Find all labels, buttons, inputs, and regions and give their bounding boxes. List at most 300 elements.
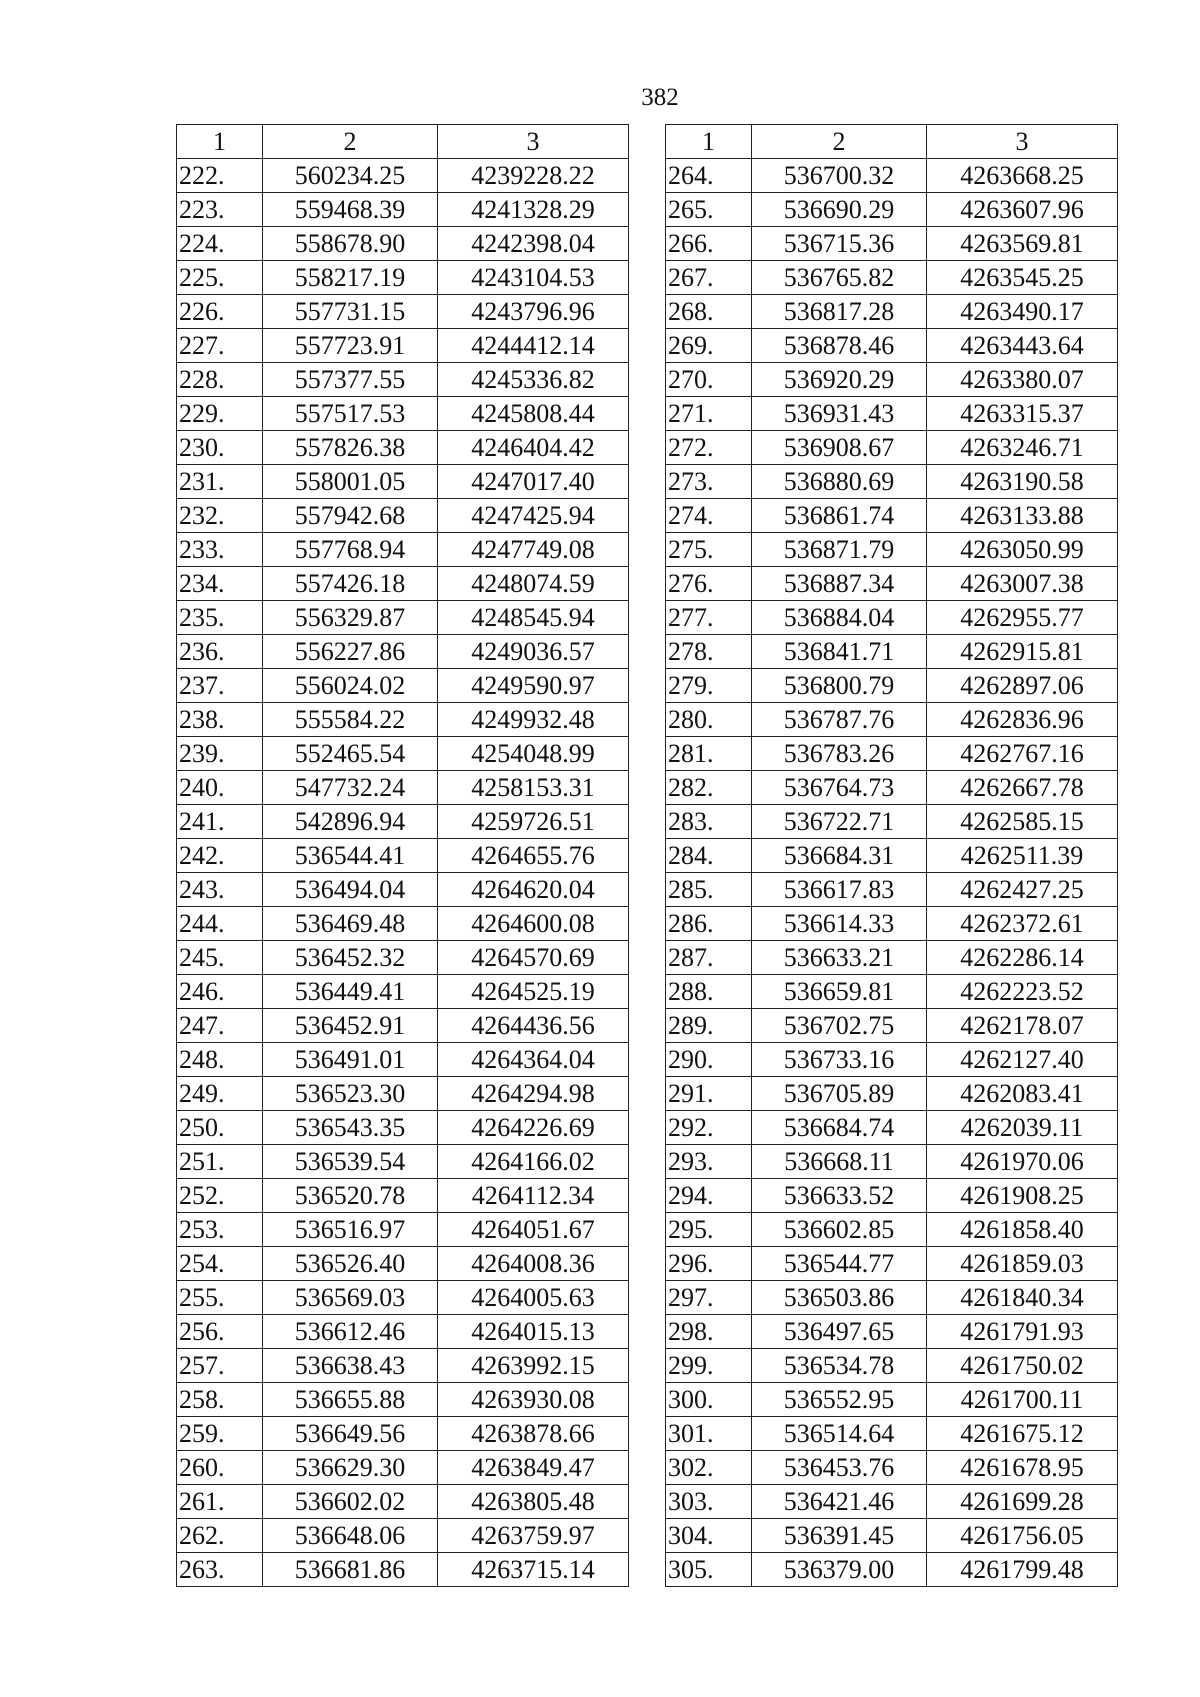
table-row: [177, 1417, 629, 1451]
coordinate-y: 4263992.15: [438, 1349, 629, 1383]
point-number: 293.: [666, 1145, 752, 1179]
table-row: [177, 1315, 629, 1349]
coordinate-y: 4262039.11: [927, 1111, 1118, 1145]
point-number: 239.: [177, 737, 263, 771]
coordinate-y: 4249036.57: [438, 635, 629, 669]
coordinate-y: 4263050.99: [927, 533, 1118, 567]
coordinate-y: 4264226.69: [438, 1111, 629, 1145]
point-number: 278.: [666, 635, 752, 669]
coordinate-x: 536787.76: [752, 703, 927, 737]
point-number: 250.: [177, 1111, 263, 1145]
coordinate-x: 557768.94: [263, 533, 438, 567]
table-row: [666, 193, 1118, 227]
coordinate-x: 536700.32: [752, 159, 927, 193]
table-row: [666, 703, 1118, 737]
point-number: 303.: [666, 1485, 752, 1519]
point-number: 261.: [177, 1485, 263, 1519]
coordinate-x: 557426.18: [263, 567, 438, 601]
coordinate-x: 536449.41: [263, 975, 438, 1009]
table-row: [666, 669, 1118, 703]
point-number: 276.: [666, 567, 752, 601]
column-header-y: 3: [927, 125, 1118, 159]
point-number: 257.: [177, 1349, 263, 1383]
coordinate-x: 536629.30: [263, 1451, 438, 1485]
coordinate-y: 4261908.25: [927, 1179, 1118, 1213]
coordinate-y: 4262897.06: [927, 669, 1118, 703]
coordinate-y: 4262427.25: [927, 873, 1118, 907]
table-row: [666, 1417, 1118, 1451]
point-number: 292.: [666, 1111, 752, 1145]
coordinate-x: 536633.52: [752, 1179, 927, 1213]
coordinate-x: 536552.95: [752, 1383, 927, 1417]
coordinate-x: 536452.32: [263, 941, 438, 975]
point-number: 286.: [666, 907, 752, 941]
table-row: [666, 465, 1118, 499]
coordinate-x: 536861.74: [752, 499, 927, 533]
coordinate-y: 4264655.76: [438, 839, 629, 873]
point-number: 224.: [177, 227, 263, 261]
table-row: [177, 907, 629, 941]
coordinate-y: 4261750.02: [927, 1349, 1118, 1383]
coordinate-x: 536516.97: [263, 1213, 438, 1247]
point-number: 301.: [666, 1417, 752, 1451]
coordinate-y: 4263715.14: [438, 1553, 629, 1587]
point-number: 295.: [666, 1213, 752, 1247]
coordinate-x: 536765.82: [752, 261, 927, 295]
coordinate-y: 4264294.98: [438, 1077, 629, 1111]
coordinate-y: 4264364.04: [438, 1043, 629, 1077]
coordinate-y: 4262372.61: [927, 907, 1118, 941]
point-number: 271.: [666, 397, 752, 431]
point-number: 227.: [177, 329, 263, 363]
coordinate-x: 557377.55: [263, 363, 438, 397]
table-row: [177, 159, 629, 193]
point-number: 266.: [666, 227, 752, 261]
table-row: [177, 567, 629, 601]
table-row: [177, 601, 629, 635]
column-header-x: 2: [263, 125, 438, 159]
point-number: 223.: [177, 193, 263, 227]
point-number: 246.: [177, 975, 263, 1009]
table-row: [666, 261, 1118, 295]
point-number: 234.: [177, 567, 263, 601]
table-row: [177, 1009, 629, 1043]
coordinates-table-left: [176, 124, 629, 1587]
coordinate-y: 4261858.40: [927, 1213, 1118, 1247]
coordinate-y: 4263315.37: [927, 397, 1118, 431]
table-row: [666, 771, 1118, 805]
coordinate-x: 558001.05: [263, 465, 438, 499]
coordinate-x: 536722.71: [752, 805, 927, 839]
table-row: [177, 1485, 629, 1519]
point-number: 228.: [177, 363, 263, 397]
point-number: 304.: [666, 1519, 752, 1553]
coordinate-y: 4246404.42: [438, 431, 629, 465]
coordinate-x: 536602.02: [263, 1485, 438, 1519]
coordinate-x: 536884.04: [752, 601, 927, 635]
point-number: 222.: [177, 159, 263, 193]
coordinate-x: 536871.79: [752, 533, 927, 567]
coordinate-x: 536681.86: [263, 1553, 438, 1587]
table-row: [666, 1247, 1118, 1281]
coordinate-x: 536520.78: [263, 1179, 438, 1213]
coordinate-y: 4264436.56: [438, 1009, 629, 1043]
point-number: 230.: [177, 431, 263, 465]
coordinate-x: 536684.31: [752, 839, 927, 873]
table-row: [666, 1043, 1118, 1077]
point-number: 296.: [666, 1247, 752, 1281]
table-row: [666, 227, 1118, 261]
coordinate-y: 4263133.88: [927, 499, 1118, 533]
table-row: [177, 363, 629, 397]
point-number: 275.: [666, 533, 752, 567]
point-number: 248.: [177, 1043, 263, 1077]
point-number: 265.: [666, 193, 752, 227]
coordinate-x: 555584.22: [263, 703, 438, 737]
column-header-index: 1: [177, 125, 263, 159]
coordinate-x: 536931.43: [752, 397, 927, 431]
point-number: 298.: [666, 1315, 752, 1349]
point-number: 290.: [666, 1043, 752, 1077]
coordinate-x: 547732.24: [263, 771, 438, 805]
coordinate-y: 4262083.41: [927, 1077, 1118, 1111]
coordinate-x: 536491.01: [263, 1043, 438, 1077]
coordinate-x: 536539.54: [263, 1145, 438, 1179]
table-row: [666, 635, 1118, 669]
point-number: 289.: [666, 1009, 752, 1043]
table-row: [666, 363, 1118, 397]
coordinate-x: 536633.21: [752, 941, 927, 975]
coordinate-y: 4239228.22: [438, 159, 629, 193]
coordinate-x: 557731.15: [263, 295, 438, 329]
coordinate-x: 536908.67: [752, 431, 927, 465]
coordinate-x: 536655.88: [263, 1383, 438, 1417]
table-row: [666, 1383, 1118, 1417]
coordinate-y: 4262511.39: [927, 839, 1118, 873]
point-number: 240.: [177, 771, 263, 805]
coordinate-y: 4263190.58: [927, 465, 1118, 499]
coordinate-y: 4263490.17: [927, 295, 1118, 329]
coordinate-y: 4264525.19: [438, 975, 629, 1009]
point-number: 231.: [177, 465, 263, 499]
column-header-index: 1: [666, 125, 752, 159]
table-row: [177, 533, 629, 567]
coordinate-x: 536920.29: [752, 363, 927, 397]
coordinate-x: 536514.64: [752, 1417, 927, 1451]
table-row: [666, 1451, 1118, 1485]
coordinate-x: 552465.54: [263, 737, 438, 771]
point-number: 256.: [177, 1315, 263, 1349]
point-number: 253.: [177, 1213, 263, 1247]
table-row: [177, 737, 629, 771]
coordinate-y: 4258153.31: [438, 771, 629, 805]
table-row: [177, 873, 629, 907]
table-row: [177, 839, 629, 873]
coordinate-y: 4263545.25: [927, 261, 1118, 295]
table-row: [177, 193, 629, 227]
table-row: [666, 1077, 1118, 1111]
coordinate-x: 536841.71: [752, 635, 927, 669]
table-row: [177, 1451, 629, 1485]
coordinate-x: 536469.48: [263, 907, 438, 941]
coordinate-y: 4242398.04: [438, 227, 629, 261]
coordinate-y: 4263805.48: [438, 1485, 629, 1519]
table-row: [666, 873, 1118, 907]
column-header-x: 2: [752, 125, 927, 159]
point-number: 242.: [177, 839, 263, 873]
coordinate-y: 4263246.71: [927, 431, 1118, 465]
table-row: [177, 329, 629, 363]
point-number: 294.: [666, 1179, 752, 1213]
coordinate-x: 536421.46: [752, 1485, 927, 1519]
coordinate-y: 4264600.08: [438, 907, 629, 941]
coordinate-x: 536702.75: [752, 1009, 927, 1043]
table-row: [666, 295, 1118, 329]
point-number: 269.: [666, 329, 752, 363]
table-row: [666, 499, 1118, 533]
table-row: [666, 907, 1118, 941]
table-row: [177, 1145, 629, 1179]
table-row: [177, 1383, 629, 1417]
point-number: 279.: [666, 669, 752, 703]
coordinate-y: 4262915.81: [927, 635, 1118, 669]
coordinate-y: 4262127.40: [927, 1043, 1118, 1077]
coordinate-y: 4263878.66: [438, 1417, 629, 1451]
point-number: 258.: [177, 1383, 263, 1417]
coordinate-x: 536526.40: [263, 1247, 438, 1281]
coordinate-y: 4261675.12: [927, 1417, 1118, 1451]
table-row: [177, 1111, 629, 1145]
coordinate-x: 536612.46: [263, 1315, 438, 1349]
point-number: 249.: [177, 1077, 263, 1111]
point-number: 299.: [666, 1349, 752, 1383]
coordinate-y: 4262836.96: [927, 703, 1118, 737]
coordinate-y: 4263607.96: [927, 193, 1118, 227]
coordinate-x: 536887.34: [752, 567, 927, 601]
table-row: [177, 1281, 629, 1315]
point-number: 263.: [177, 1553, 263, 1587]
table-row: [177, 635, 629, 669]
table-row: [177, 771, 629, 805]
coordinate-y: 4262178.07: [927, 1009, 1118, 1043]
coordinate-x: 536764.73: [752, 771, 927, 805]
coordinate-y: 4264051.67: [438, 1213, 629, 1247]
table-row: [177, 975, 629, 1009]
coordinate-x: 536638.43: [263, 1349, 438, 1383]
table-row: [177, 397, 629, 431]
table-row: [666, 941, 1118, 975]
header-row: [177, 125, 629, 159]
point-number: 283.: [666, 805, 752, 839]
coordinate-x: 536817.28: [752, 295, 927, 329]
coordinate-y: 4264015.13: [438, 1315, 629, 1349]
point-number: 268.: [666, 295, 752, 329]
coordinate-x: 557517.53: [263, 397, 438, 431]
table-row: [666, 1281, 1118, 1315]
point-number: 288.: [666, 975, 752, 1009]
point-number: 297.: [666, 1281, 752, 1315]
coordinate-y: 4247425.94: [438, 499, 629, 533]
point-number: 291.: [666, 1077, 752, 1111]
table-row: [177, 1043, 629, 1077]
coordinate-y: 4249590.97: [438, 669, 629, 703]
coordinate-y: 4264570.69: [438, 941, 629, 975]
point-number: 285.: [666, 873, 752, 907]
coordinate-x: 558217.19: [263, 261, 438, 295]
point-number: 262.: [177, 1519, 263, 1553]
point-number: 229.: [177, 397, 263, 431]
coordinate-x: 557826.38: [263, 431, 438, 465]
point-number: 245.: [177, 941, 263, 975]
coordinate-x: 536705.89: [752, 1077, 927, 1111]
coordinate-x: 536544.77: [752, 1247, 927, 1281]
coordinate-y: 4261840.34: [927, 1281, 1118, 1315]
point-number: 243.: [177, 873, 263, 907]
point-number: 244.: [177, 907, 263, 941]
point-number: 247.: [177, 1009, 263, 1043]
table-row: [666, 1009, 1118, 1043]
page-number: 382: [641, 84, 679, 111]
table-row: [177, 499, 629, 533]
coordinate-x: 536715.36: [752, 227, 927, 261]
coordinate-y: 4262955.77: [927, 601, 1118, 635]
table-row: [666, 1519, 1118, 1553]
coordinate-y: 4261700.11: [927, 1383, 1118, 1417]
coordinate-x: 556329.87: [263, 601, 438, 635]
column-header-y: 3: [438, 125, 629, 159]
coordinate-y: 4261791.93: [927, 1315, 1118, 1349]
coordinate-y: 4245808.44: [438, 397, 629, 431]
coordinate-x: 536602.85: [752, 1213, 927, 1247]
point-number: 252.: [177, 1179, 263, 1213]
point-number: 272.: [666, 431, 752, 465]
point-number: 264.: [666, 159, 752, 193]
coordinate-x: 557942.68: [263, 499, 438, 533]
coordinate-y: 4261799.48: [927, 1553, 1118, 1587]
coordinate-y: 4261859.03: [927, 1247, 1118, 1281]
point-number: 287.: [666, 941, 752, 975]
coordinate-y: 4261970.06: [927, 1145, 1118, 1179]
point-number: 284.: [666, 839, 752, 873]
coordinate-y: 4262286.14: [927, 941, 1118, 975]
table-row: [177, 431, 629, 465]
table-row: [666, 839, 1118, 873]
point-number: 225.: [177, 261, 263, 295]
coordinate-y: 4243104.53: [438, 261, 629, 295]
point-number: 260.: [177, 1451, 263, 1485]
coordinate-y: 4264620.04: [438, 873, 629, 907]
table-row: [666, 1315, 1118, 1349]
coordinate-x: 536690.29: [752, 193, 927, 227]
table-row: [177, 1553, 629, 1587]
coordinate-x: 558678.90: [263, 227, 438, 261]
table-row: [177, 1077, 629, 1111]
table-row: [666, 397, 1118, 431]
table-row: [666, 975, 1118, 1009]
coordinate-y: 4261678.95: [927, 1451, 1118, 1485]
coordinate-x: 536544.41: [263, 839, 438, 873]
coordinate-x: 536379.00: [752, 1553, 927, 1587]
coordinate-y: 4262223.52: [927, 975, 1118, 1009]
table-row: [666, 737, 1118, 771]
coordinate-y: 4248545.94: [438, 601, 629, 635]
coordinate-y: 4262585.15: [927, 805, 1118, 839]
coordinate-x: 557723.91: [263, 329, 438, 363]
coordinate-y: 4261756.05: [927, 1519, 1118, 1553]
table-row: [177, 1179, 629, 1213]
coordinate-x: 536659.81: [752, 975, 927, 1009]
coordinate-x: 556024.02: [263, 669, 438, 703]
coordinate-y: 4264008.36: [438, 1247, 629, 1281]
coordinate-y: 4249932.48: [438, 703, 629, 737]
point-number: 274.: [666, 499, 752, 533]
point-number: 232.: [177, 499, 263, 533]
point-number: 259.: [177, 1417, 263, 1451]
coordinate-y: 4241328.29: [438, 193, 629, 227]
coordinate-x: 536668.11: [752, 1145, 927, 1179]
coordinate-x: 536503.86: [752, 1281, 927, 1315]
coordinate-y: 4248074.59: [438, 567, 629, 601]
coordinate-x: 542896.94: [263, 805, 438, 839]
coordinate-y: 4264005.63: [438, 1281, 629, 1315]
point-number: 282.: [666, 771, 752, 805]
point-number: 277.: [666, 601, 752, 635]
coordinate-x: 536733.16: [752, 1043, 927, 1077]
coordinate-x: 536880.69: [752, 465, 927, 499]
coordinate-x: 536569.03: [263, 1281, 438, 1315]
table-row: [666, 1485, 1118, 1519]
coordinate-y: 4259726.51: [438, 805, 629, 839]
point-number: 235.: [177, 601, 263, 635]
point-number: 238.: [177, 703, 263, 737]
table-row: [666, 1111, 1118, 1145]
point-number: 255.: [177, 1281, 263, 1315]
table-row: [177, 941, 629, 975]
table-row: [666, 567, 1118, 601]
coordinate-x: 536783.26: [752, 737, 927, 771]
coordinate-x: 536452.91: [263, 1009, 438, 1043]
coordinate-x: 536648.06: [263, 1519, 438, 1553]
point-number: 226.: [177, 295, 263, 329]
table-body-right: [666, 159, 1118, 1587]
coordinate-x: 536614.33: [752, 907, 927, 941]
coordinates-table-right: [665, 124, 1118, 1587]
coordinate-x: 560234.25: [263, 159, 438, 193]
point-number: 254.: [177, 1247, 263, 1281]
table-row: [177, 1349, 629, 1383]
coordinate-x: 536800.79: [752, 669, 927, 703]
coordinate-y: 4263759.97: [438, 1519, 629, 1553]
table-row: [666, 431, 1118, 465]
coordinate-x: 536494.04: [263, 873, 438, 907]
table-row: [177, 1213, 629, 1247]
point-number: 241.: [177, 805, 263, 839]
coordinate-y: 4263849.47: [438, 1451, 629, 1485]
table-row: [177, 805, 629, 839]
point-number: 273.: [666, 465, 752, 499]
point-number: 251.: [177, 1145, 263, 1179]
coordinate-y: 4263569.81: [927, 227, 1118, 261]
point-number: 302.: [666, 1451, 752, 1485]
table-row: [177, 703, 629, 737]
coordinate-y: 4262667.78: [927, 771, 1118, 805]
table-row: [177, 261, 629, 295]
table-row: [666, 601, 1118, 635]
coordinate-y: 4261699.28: [927, 1485, 1118, 1519]
table-row: [177, 669, 629, 703]
table-row: [666, 1145, 1118, 1179]
coordinate-y: 4243796.96: [438, 295, 629, 329]
